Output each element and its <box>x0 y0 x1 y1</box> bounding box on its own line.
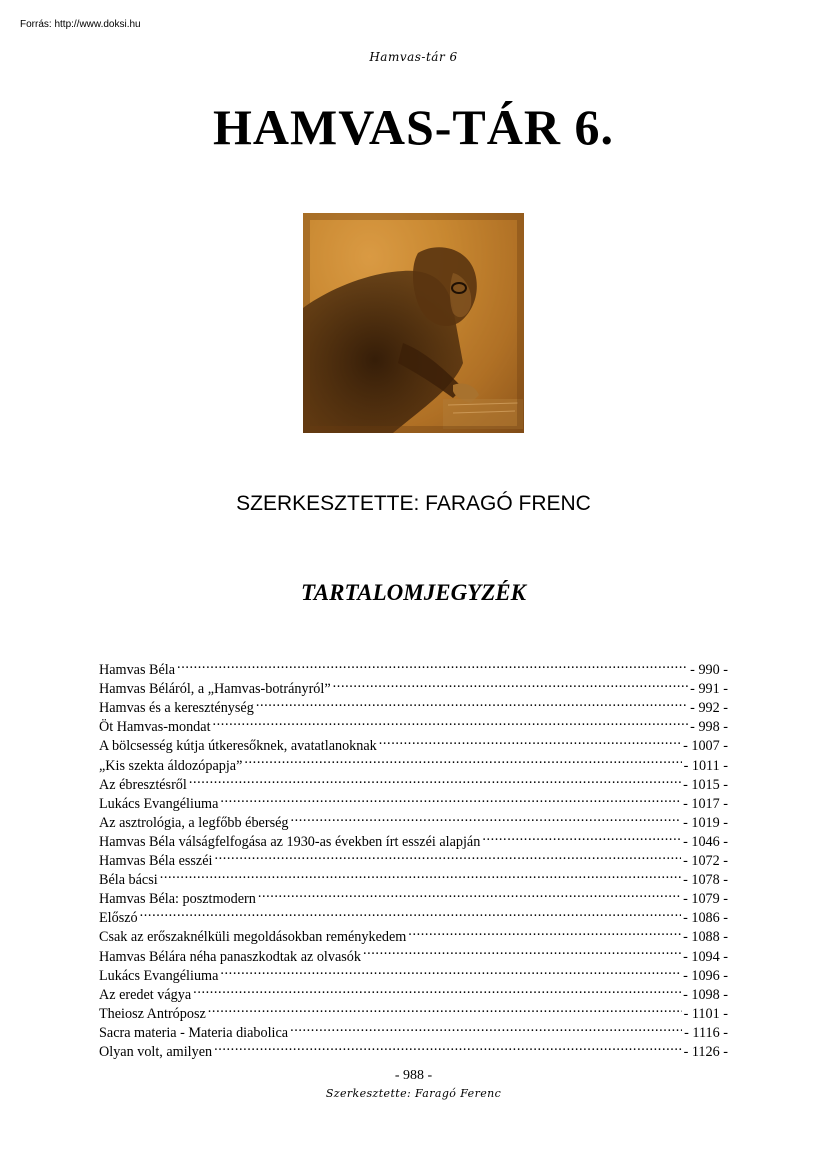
toc-entry-page: - 1046 - <box>683 833 728 850</box>
toc-dot-leader <box>258 884 681 903</box>
toc-entry-title: Az ébresztésről <box>99 776 187 793</box>
toc-entry-page: - 1011 - <box>683 757 728 774</box>
toc-entry-title: Csak az erőszaknélküli megoldásokban reménykedem <box>99 929 407 946</box>
toc-entry-page: - 990 - <box>690 662 728 679</box>
toc-entry-title: Hamvas Béla: posztmodern <box>99 891 256 908</box>
toc-entry-page: - 1079 - <box>683 891 728 908</box>
toc-entry-page: - 998 - <box>690 719 728 736</box>
toc-entry-title: Sacra materia - Materia diabolica <box>99 1024 289 1041</box>
toc-entry[interactable] <box>99 980 728 1003</box>
toc-entry-page: - 1019 - <box>683 814 728 831</box>
toc-entry-title: Az asztrológia, a legfőbb éberség <box>99 814 289 831</box>
running-footer: Szerkesztette: Faragó Ferenc <box>325 1087 502 1100</box>
toc-dot-leader <box>214 1037 682 1056</box>
toc-heading: TARTALOMJEGYZÉK <box>301 580 526 605</box>
toc-dot-leader <box>213 712 689 731</box>
toc-entry[interactable] <box>99 922 728 946</box>
toc-entry[interactable] <box>99 674 728 698</box>
toc-dot-leader <box>290 1018 682 1037</box>
toc-dot-leader <box>333 674 689 693</box>
toc-entry-title: Lukács Evangéliuma <box>99 967 219 984</box>
toc-dot-leader <box>482 827 681 846</box>
editor-credit: SZERKESZTETTE: FARAGÓ FRENC <box>236 492 591 515</box>
toc-entry-title: Béla bácsi <box>99 872 158 889</box>
toc-dot-leader <box>408 922 681 941</box>
running-header: Hamvas-tár 6 <box>369 50 458 64</box>
toc-entry-title: Öt Hamvas-mondat <box>99 719 211 736</box>
toc-entry[interactable] <box>99 884 728 908</box>
toc-entry-title: „Kis szekta áldozópapja” <box>99 757 243 774</box>
toc-entry-page: - 1101 - <box>683 1005 728 1022</box>
toc-entry[interactable] <box>99 999 728 1022</box>
toc-entry-page: - 1088 - <box>683 929 728 946</box>
toc-entry-title: Lukács Evangéliuma <box>99 795 219 812</box>
toc-entry-title: Az eredet vágya <box>99 986 192 1003</box>
toc-dot-leader <box>363 941 681 960</box>
toc-dot-leader <box>290 808 681 827</box>
toc-dot-leader <box>140 903 681 922</box>
toc-entry-title: Hamvas Bélára néha panaszkodtak az olvasók <box>99 948 361 965</box>
toc-dot-leader <box>244 750 681 769</box>
toc-entry-page: - 1098 - <box>683 986 728 1003</box>
toc-dot-leader <box>208 999 682 1018</box>
toc-entry-page: - 1096 - <box>683 967 728 984</box>
toc-dot-leader <box>189 770 681 789</box>
toc-entry-page: - 1078 - <box>683 872 728 889</box>
toc-dot-leader <box>177 655 688 674</box>
author-portrait-photo <box>303 213 524 433</box>
toc-entry-title: Hamvas Béláról, a „Hamvas-botrányról” <box>99 681 331 698</box>
page-title: HAMVAS-TÁR 6. <box>213 99 614 155</box>
toc-entry-page: - 1094 - <box>683 948 728 965</box>
toc-dot-leader <box>160 865 681 884</box>
toc-entry[interactable] <box>99 903 728 927</box>
toc-entry[interactable] <box>99 865 728 889</box>
toc-entry-title: A bölcsesség kútja útkeresőknek, avatatlanoknak <box>99 738 377 755</box>
page-number: - 988 - <box>394 1068 433 1083</box>
toc-entry-title: Hamvas Béla <box>99 662 176 679</box>
toc-entry-title: Theiosz Antróposz <box>99 1005 206 1022</box>
toc-entry-page: - 1116 - <box>684 1024 728 1041</box>
toc-entry[interactable] <box>99 655 728 679</box>
table-of-contents <box>99 655 728 1060</box>
toc-entry-page: - 1126 - <box>683 1043 728 1060</box>
toc-dot-leader <box>214 846 681 865</box>
toc-dot-leader <box>220 789 681 808</box>
toc-entry[interactable] <box>99 789 728 812</box>
toc-dot-leader <box>256 693 688 712</box>
toc-entry-title: Olyan volt, amilyen <box>99 1043 213 1060</box>
toc-entry-page: - 991 - <box>690 681 728 698</box>
toc-entry-page: - 1015 - <box>683 776 728 793</box>
toc-entry-page: - 1086 - <box>683 910 728 927</box>
toc-entry-page: - 1017 - <box>683 795 728 812</box>
toc-entry-page: - 1072 - <box>683 853 728 870</box>
toc-entry-page: - 992 - <box>690 700 728 717</box>
toc-entry-title: Előszó <box>99 910 138 927</box>
toc-entry[interactable] <box>99 770 728 793</box>
toc-dot-leader <box>379 731 681 750</box>
toc-entry-title: Hamvas Béla esszéi <box>99 853 213 870</box>
toc-entry-title: Hamvas Béla válságfelfogása az 1930-as években írt esszéi alapján <box>99 833 481 850</box>
toc-dot-leader <box>193 980 681 999</box>
toc-entry-title: Hamvas és a kereszténység <box>99 700 254 717</box>
toc-dot-leader <box>220 961 681 980</box>
source-line: Forrás: http://www.doksi.hu <box>20 19 141 30</box>
toc-entry-page: - 1007 - <box>683 738 728 755</box>
